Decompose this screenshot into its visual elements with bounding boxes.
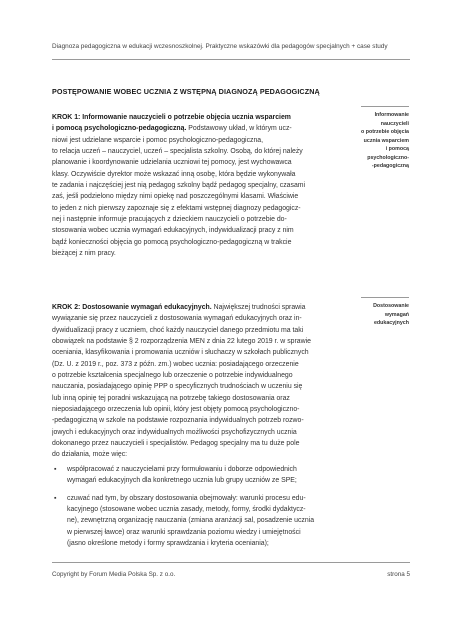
text-line: (jasno określone metody i formy sprawdzania i kryteria oceniania);: [67, 540, 269, 548]
margin-note-line: edukacyjnych: [373, 320, 409, 326]
bullet-item: [52, 464, 346, 487]
text-line: [52, 157, 346, 168]
text-line: czuwać nad tym, by obszary dostosowania obejmowały: warunki procesu edu-: [67, 494, 306, 502]
text-line: kacyjnego (stosowane wobec ucznia zasady, metody, formy, środki dydaktycz-: [67, 506, 306, 514]
text-line: [52, 135, 346, 146]
text-line: [52, 313, 346, 324]
text-line: [52, 325, 346, 336]
line-text: oceniania, klasyfikowania i promowania uczniów i słuchaczy w szkołach publicznych: [52, 349, 309, 357]
line-text: bieżącej z nim pracy.: [52, 250, 116, 258]
line-text: jowych i edukacyjnych oraz indywidualnych możliwości psychofizycznych ucznia: [52, 428, 297, 436]
header-divider: [52, 59, 410, 60]
margin-note-1-text: [361, 111, 409, 171]
text-line: [52, 191, 346, 202]
text-line: [52, 180, 346, 191]
margin-note-line: ucznia wsparciem: [363, 137, 409, 144]
bullet-item: [52, 493, 346, 550]
bullet-dot-icon: ▪: [54, 494, 57, 502]
text-line: [52, 359, 346, 370]
line-text: (Dz. U. z 2019 r., poz. 373 z późn. zm.) wobec ucznia: posiadającego orzeczenie: [52, 360, 299, 368]
margin-note-rule: [361, 106, 409, 107]
line-text: do działania, może więc:: [52, 451, 128, 459]
line-text: o potrzebie kształcenia specjalnego lub orzeczenie o potrzebie indywidualnego: [52, 372, 293, 380]
margin-note-rule: [361, 297, 409, 298]
text-line: [52, 248, 346, 259]
text-line: [52, 237, 346, 248]
footer-divider: [52, 562, 410, 563]
margin-note-line: i pomocą: [385, 146, 409, 152]
margin-note-line: nauczycieli: [380, 120, 409, 127]
line-text: to relacja uczeń – nauczyciel, uczeń – specjalista szkolny. Osobą, do której należy: [52, 148, 303, 156]
margin-note-line: o potrzebie objęcia: [361, 129, 409, 135]
line-text: zaś, jeśli podzielono między nimi opiekę nad poszczególnymi klasami. Właściwie: [52, 193, 299, 201]
margin-note-line: Informowanie: [374, 112, 409, 118]
text-line: [52, 449, 346, 460]
margin-note-line: wymagań: [384, 311, 409, 318]
text-line: [52, 415, 346, 426]
line-text: -pedagogiczną w szkole na podstawie rozpoznania indywidualnych potrzeb rozwo-: [52, 417, 304, 425]
line-text: bądź konieczności objęcia go pomocą psychologiczno-pedagogiczną w trakcie: [52, 238, 292, 246]
line-text: klasy. Oczywiście dyrektor może wskazać inną osobę, która będzie wykonywała: [52, 170, 296, 178]
step2-lines: [52, 302, 346, 461]
text-line: ne), zewnętrzną organizację nauczania (zmiana aranżacji sal, posadzenie ucznia: [67, 517, 315, 525]
line-text: nieposiadającego orzeczenia lub opinii, który jest objęty pomocą psychologiczno-: [52, 406, 300, 414]
text-line: w pierwszej ławce) oraz warunki sprawdzania poziomu wiedzy i umiejętności: [67, 528, 301, 536]
page-number: strona 5: [387, 571, 410, 578]
bold-lead: i pomocą psychologiczno-pedagogiczną.: [52, 125, 187, 133]
line-text: obowiązek na podstawie § 2 rozporządzenia MEN z dnia 22 lutego 2019 r. w sprawie: [52, 338, 311, 346]
bullet-list: [52, 464, 346, 555]
margin-note-line: psychologiczno-: [367, 154, 409, 161]
text-line: [52, 438, 346, 449]
text-line: [52, 225, 346, 236]
step2-paragraph: [52, 302, 346, 461]
text-line: [52, 381, 346, 392]
text-line: [52, 302, 346, 313]
bullet-dot-icon: ▪: [54, 466, 57, 473]
text-line: [52, 214, 346, 225]
line-text: to jeden z nich pierwszy zapoznaje się z efektami wstępnej diagnozy pedagogicz-: [52, 204, 301, 212]
bullet-text: [67, 493, 346, 550]
bullet-text: [67, 464, 346, 487]
line-text: wywiązanie się przez nauczycieli z dostosowania wymagań edukacyjnych oraz in-: [52, 315, 302, 323]
step1-lines: [52, 112, 346, 259]
margin-note-line: Dostosowanie: [373, 303, 409, 309]
line-text: te zadania i najczęściej jest nią pedagog szkolny bądź pedagog specjalny, czasami: [52, 182, 306, 190]
margin-note-line: -pedagogiczną: [371, 163, 409, 169]
line-text: planowanie i koordynowanie udzielania uczniowi tej pomocy, jest wychowawca: [52, 159, 292, 167]
line-text: dywidualizacji pracy z uczniem, choć każdy nauczyciel danego przedmiotu ma taki: [52, 326, 304, 334]
text-line: [52, 393, 346, 404]
text-line: [52, 404, 346, 415]
text-line: [52, 146, 346, 157]
footer-copyright: Copyright by Forum Media Polska Sp. z o.o.: [52, 571, 176, 578]
text-line: [52, 427, 346, 438]
margin-note-1: [361, 106, 409, 171]
text-line: [52, 169, 346, 180]
text-line: [52, 347, 346, 358]
line-text: stosowania wobec ucznia wymagań edukacyjnych, indywidualizacji pracy z nim: [52, 227, 294, 235]
text-line: [52, 112, 346, 123]
section-title: POSTĘPOWANIE WOBEC UCZNIA Z WSTĘPNĄ DIAGNOZĄ PEDAGOGICZNĄ: [52, 87, 320, 96]
bold-lead: KROK 1: Informowanie nauczycieli o potrzebie objęcia ucznia wsparciem: [52, 114, 291, 121]
line-text: Największej trudności sprawia: [211, 304, 306, 311]
bold-lead: KROK 2: Dostosowanie wymagań edukacyjnych.: [52, 304, 212, 311]
text-line: [52, 370, 346, 381]
text-line: [52, 123, 346, 134]
text-line: wymagań edukacyjnych dla konkretnego ucznia lub grupy uczniów ze SPE;: [67, 477, 297, 485]
line-text: lub inną opinię tej poradni wskazującą na potrzebę takiego dostosowania oraz: [52, 394, 290, 402]
text-line: współpracować z nauczycielami przy formułowaniu i doborze odpowiednich: [67, 466, 297, 473]
line-text: Podstawowy układ, w którym ucz-: [186, 125, 292, 133]
margin-note-2-text: [361, 302, 409, 328]
text-line: [52, 336, 346, 347]
step1-paragraph: [52, 112, 346, 259]
line-text: dokonanego przez nauczycieli i specjalistów. Pedagog specjalny ma tu duże pole: [52, 440, 300, 448]
running-header: Diagnoza pedagogiczna w edukacji wczesnoszkolnej. Praktyczne wskazówki dla pedagogów specjalnych + case study: [52, 43, 388, 50]
line-text: niowi jest udzielane wsparcie i pomoc psychologiczno-pedagogiczna,: [52, 136, 264, 144]
line-text: nauczania, posiadającego opinię PPP o specyficznych trudnościach w uczeniu się: [52, 383, 303, 391]
margin-note-2: [361, 297, 409, 328]
text-line: [52, 203, 346, 214]
line-text: nej i następnie informuje pracujących z dzieckiem nauczycieli o potrzebie do-: [52, 216, 287, 224]
